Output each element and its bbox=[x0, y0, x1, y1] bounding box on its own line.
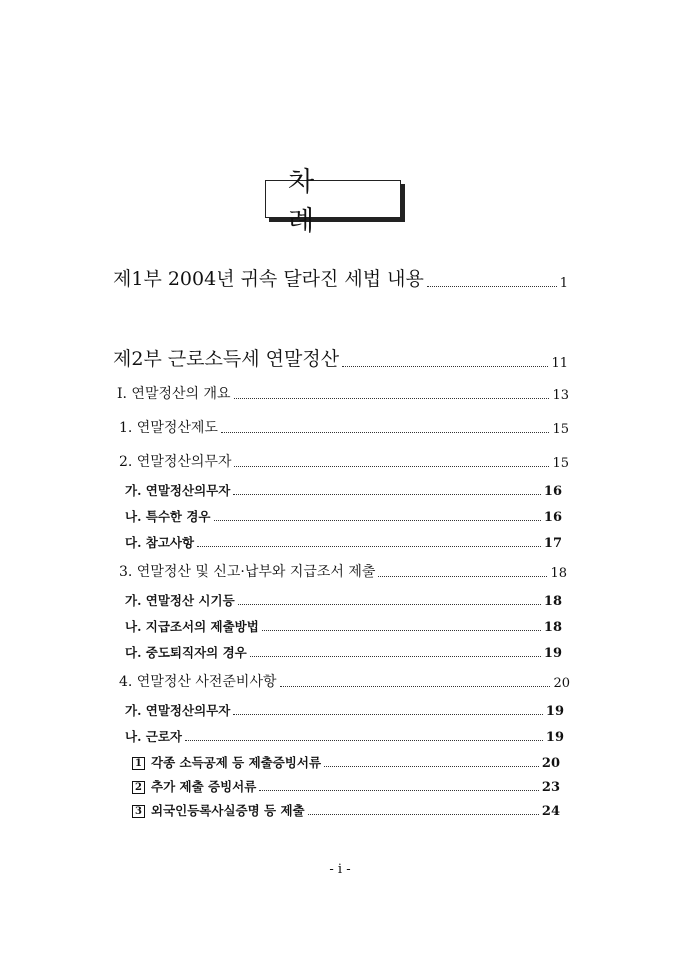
boxed-number-icon: 1 bbox=[132, 757, 145, 770]
leader-dots bbox=[280, 686, 551, 687]
toc-label: 나. 근로자 bbox=[125, 729, 183, 744]
boxed-number-icon: 3 bbox=[132, 805, 145, 818]
toc-label: 4. 연말정산 사전준비사항 bbox=[119, 674, 277, 690]
toc-label: 각종 소득공제 등 제출증빙서류 bbox=[151, 755, 322, 770]
toc-label: 가. 연말정산 시기등 bbox=[125, 593, 235, 608]
leader-dots bbox=[238, 604, 541, 605]
toc-label: 다. 참고사항 bbox=[125, 535, 195, 550]
toc-page: 13 bbox=[552, 388, 569, 403]
toc-label: 3. 연말정산 및 신고·납부와 지급조서 제출 bbox=[119, 564, 376, 580]
toc-label: 가. 연말정산의무자 bbox=[125, 483, 231, 498]
toc-page: 15 bbox=[552, 422, 569, 437]
leader-dots bbox=[378, 576, 547, 577]
toc-entry-section-1[interactable] bbox=[119, 417, 569, 437]
toc-page: 20 bbox=[541, 756, 560, 771]
leader-dots bbox=[233, 494, 541, 495]
toc-page: 20 bbox=[553, 676, 570, 691]
boxed-number-icon: 2 bbox=[132, 781, 145, 794]
toc-entry-item[interactable] bbox=[125, 615, 562, 635]
toc-page: 15 bbox=[552, 456, 569, 471]
toc-entry-section-3[interactable] bbox=[119, 561, 567, 581]
toc-page: 1 bbox=[559, 276, 568, 291]
toc-label: 추가 제출 증빙서류 bbox=[151, 779, 257, 794]
toc-entry-item[interactable] bbox=[125, 479, 562, 499]
toc-entry-item[interactable] bbox=[125, 641, 562, 661]
toc-page: 24 bbox=[541, 804, 560, 819]
toc-page: 19 bbox=[545, 730, 564, 745]
toc-entry-section-2[interactable] bbox=[119, 451, 569, 471]
leader-dots bbox=[259, 790, 539, 791]
toc-page: 11 bbox=[551, 356, 568, 371]
toc-entry-item[interactable] bbox=[125, 725, 564, 745]
leader-dots bbox=[233, 714, 543, 715]
leader-dots bbox=[234, 398, 550, 399]
toc-page: 19 bbox=[543, 646, 562, 661]
toc-entry-item[interactable] bbox=[125, 531, 562, 551]
leader-dots bbox=[308, 814, 539, 815]
leader-dots bbox=[250, 656, 541, 657]
leader-dots bbox=[324, 766, 539, 767]
leader-dots bbox=[427, 286, 557, 287]
toc-entry-item[interactable] bbox=[125, 589, 562, 609]
toc-title: 차 례 bbox=[265, 180, 401, 218]
toc-entry-subitem[interactable] bbox=[132, 751, 560, 771]
toc-entry-subitem[interactable] bbox=[132, 799, 560, 819]
leader-dots bbox=[185, 740, 543, 741]
leader-dots bbox=[221, 432, 550, 433]
toc-label: 외국인등록사실증명 등 제출 bbox=[151, 803, 305, 818]
leader-dots bbox=[262, 630, 541, 631]
toc-label: 나. 지급조서의 제출방법 bbox=[125, 619, 259, 634]
toc-entry-section-4[interactable] bbox=[119, 671, 570, 691]
page-number: - i - bbox=[329, 862, 351, 877]
toc-label: 나. 특수한 경우 bbox=[125, 509, 211, 524]
toc-entry-chapter-1[interactable] bbox=[117, 383, 569, 403]
toc-entry-item[interactable] bbox=[125, 505, 562, 525]
toc-label: 2. 연말정산의무자 bbox=[119, 454, 232, 470]
toc-page: 23 bbox=[541, 780, 560, 795]
leader-dots bbox=[342, 366, 548, 367]
toc-page: 19 bbox=[545, 704, 564, 719]
toc-label: 1. 연말정산제도 bbox=[119, 420, 218, 436]
leader-dots bbox=[197, 546, 541, 547]
toc-entry-item[interactable] bbox=[125, 699, 564, 719]
toc-page: 16 bbox=[543, 510, 562, 525]
toc-page: 16 bbox=[543, 484, 562, 499]
toc-label: 다. 중도퇴직자의 경우 bbox=[125, 645, 247, 660]
toc-label: 제2부 근로소득세 연말정산 bbox=[113, 348, 340, 370]
toc-label: Ⅰ. 연말정산의 개요 bbox=[117, 386, 231, 402]
toc-page: 18 bbox=[543, 594, 562, 609]
leader-dots bbox=[214, 520, 541, 521]
toc-page: 18 bbox=[543, 620, 562, 635]
toc-entry-subitem[interactable] bbox=[132, 775, 560, 795]
toc-label: 가. 연말정산의무자 bbox=[125, 703, 231, 718]
leader-dots bbox=[234, 466, 549, 467]
toc-entry-part-1[interactable] bbox=[113, 265, 568, 291]
toc-page: 17 bbox=[543, 536, 562, 551]
toc-entry-part-2[interactable] bbox=[113, 345, 568, 371]
toc-label: 제1부 2004년 귀속 달라진 세법 내용 bbox=[113, 268, 424, 290]
toc-page: 18 bbox=[550, 566, 567, 581]
